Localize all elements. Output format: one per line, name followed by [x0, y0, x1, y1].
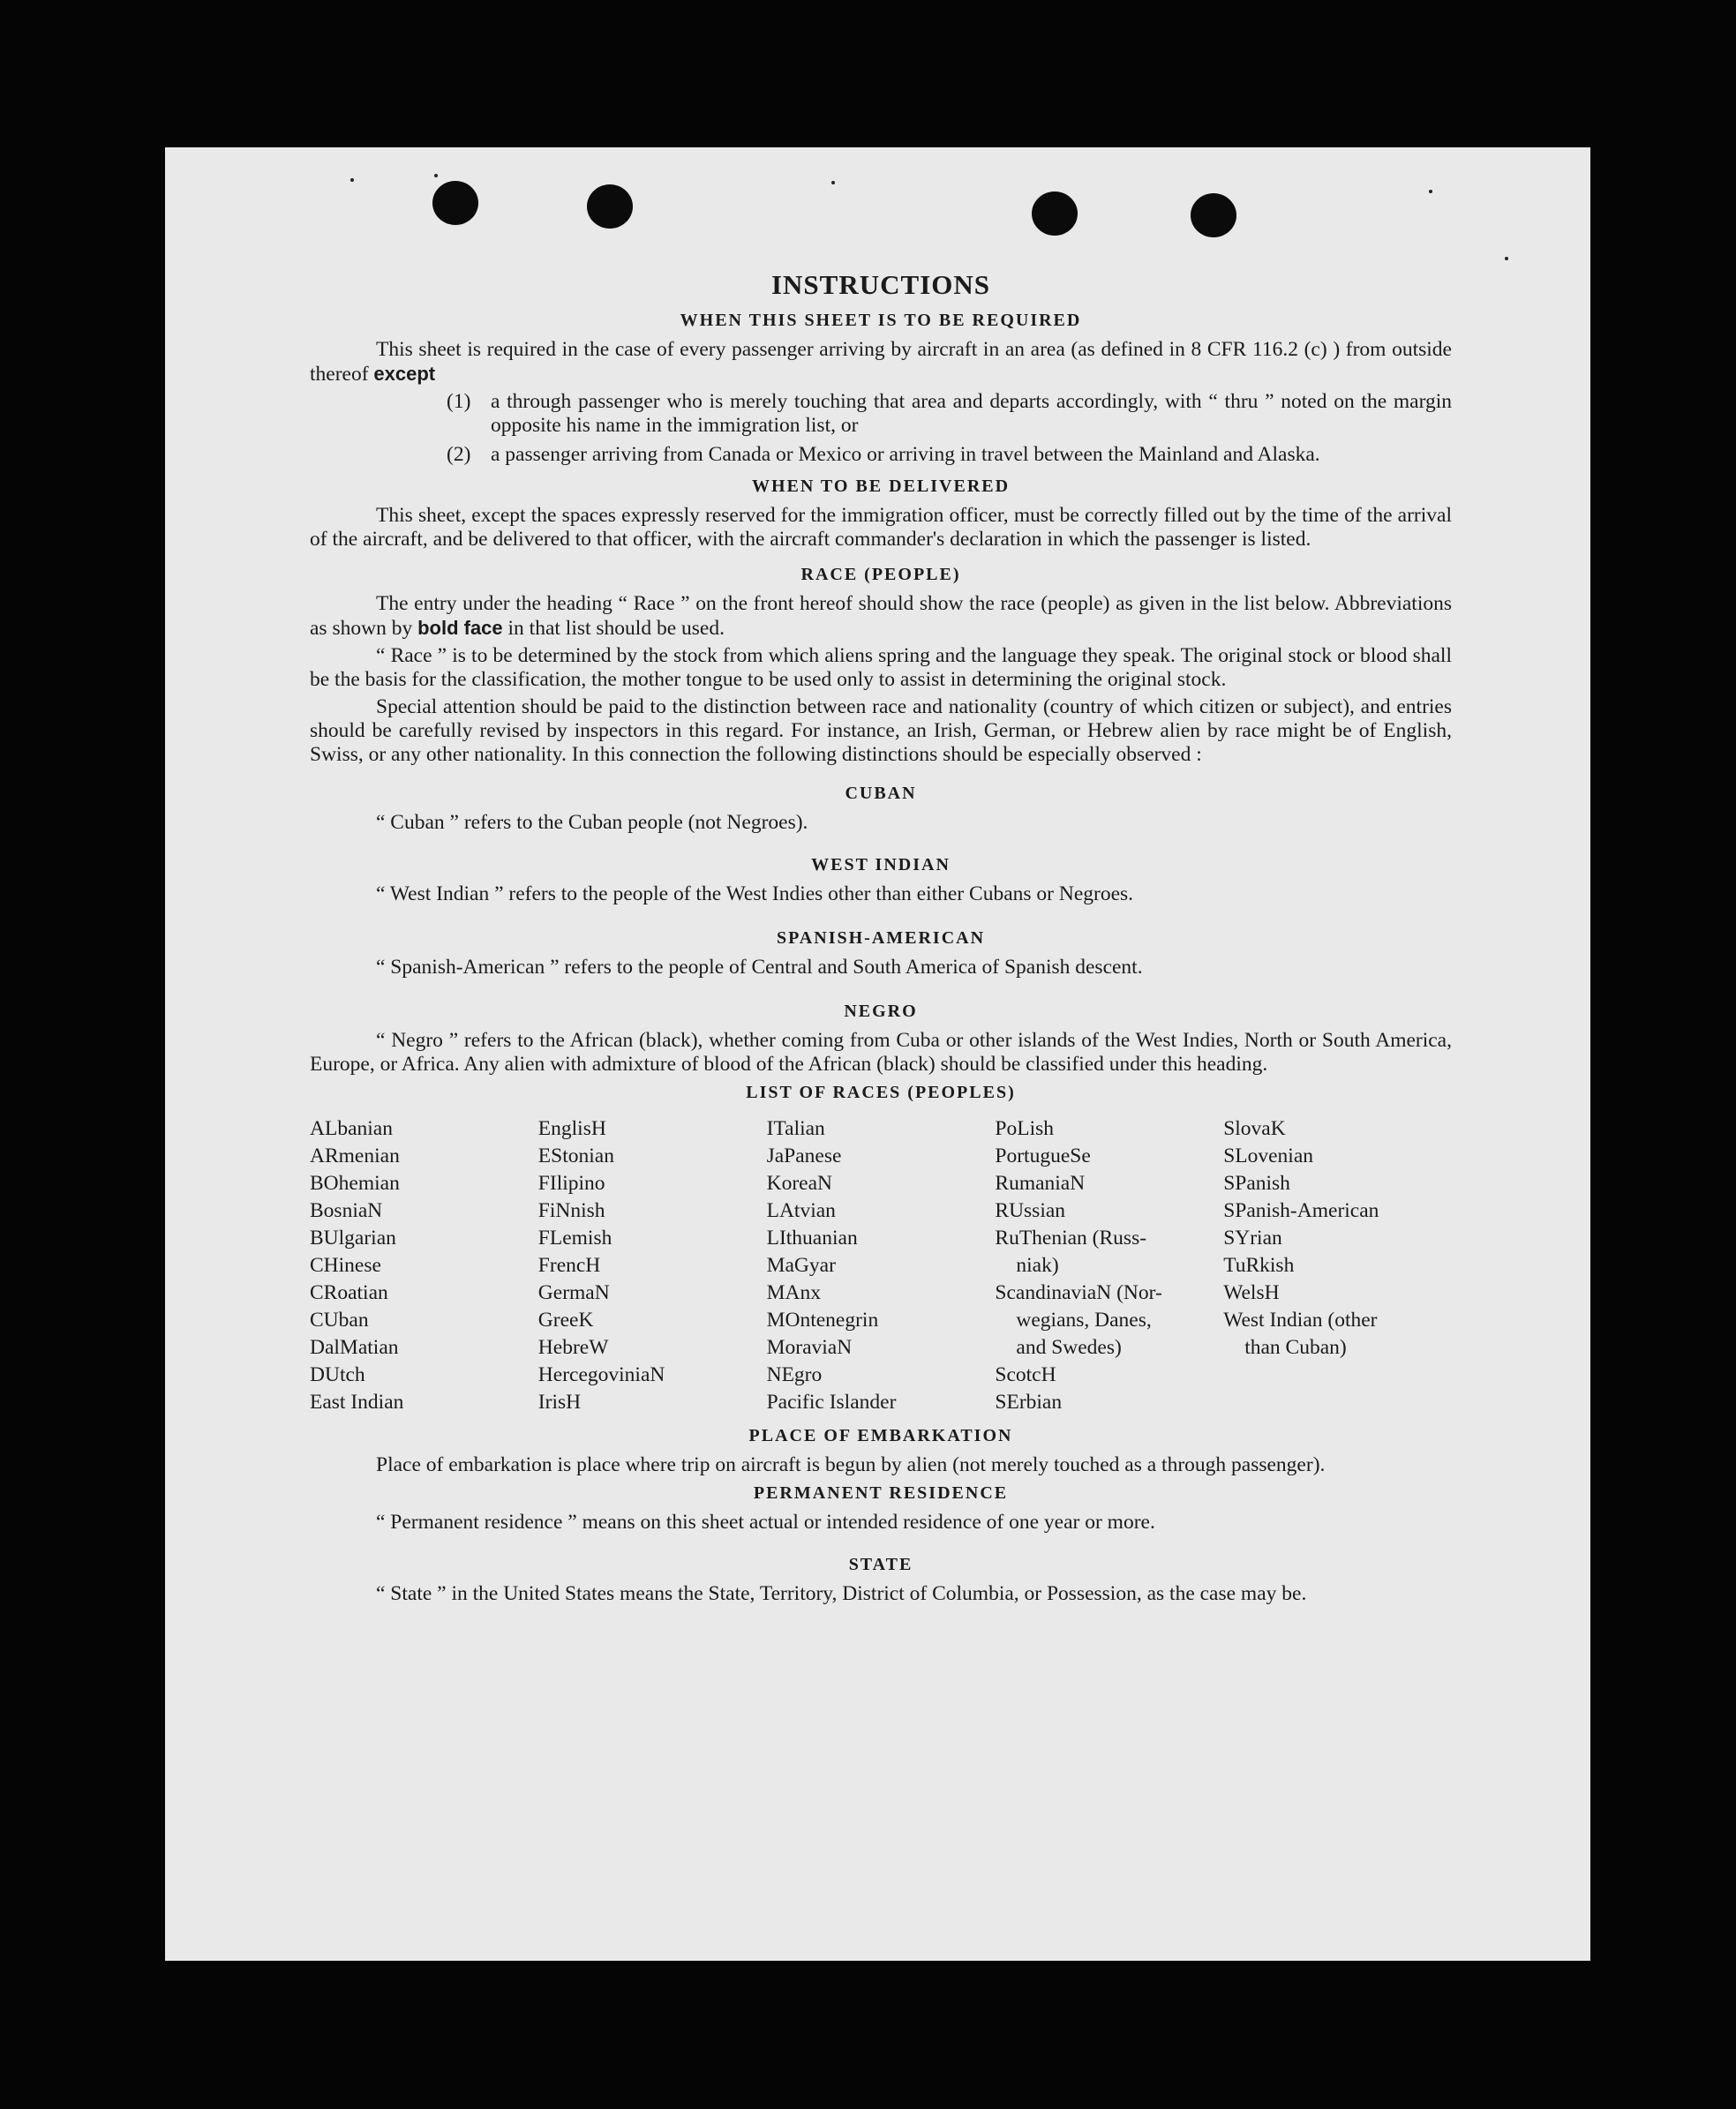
race-entry: East Indian: [310, 1391, 404, 1414]
race-entry: EStonian: [537, 1145, 614, 1167]
race-entry: HebreW: [537, 1336, 609, 1359]
heading-race: RACE (PEOPLE): [800, 565, 961, 584]
race-entry: PoLish: [995, 1117, 1054, 1140]
punch-hole: [1032, 191, 1078, 236]
races-column: [538, 1115, 767, 1416]
instructions-content: [310, 269, 1452, 1610]
race-entry: ScandinaviaN (Nor-: [995, 1281, 1162, 1304]
item-number: (2): [447, 443, 471, 466]
heading-cuban: CUBAN: [845, 784, 917, 803]
races-column: [995, 1115, 1223, 1416]
paragraph-negro: “ Negro ” refers to the African (black), whether coming from Cuba or other islands of the West Indies, North or South America, Europe, or Africa. Any alien with admixture of blood of the African (black) should be classified under this heading.: [310, 1029, 1452, 1076]
race-entry: CRoatian: [310, 1281, 388, 1304]
races-list: [310, 1115, 1452, 1416]
speck: [1429, 190, 1432, 193]
paragraph-residence: “ Permanent residence ” means on this sheet actual or intended residence of one year or more.: [376, 1511, 1155, 1534]
race-p1-text: The entry under the heading “ Race ” on the front hereof should show the race (people) as given in the list below. Abbreviations as shown by: [310, 592, 1452, 640]
race-entry-continued: and Swedes): [1016, 1336, 1122, 1359]
race-entry: JaPanese: [766, 1145, 842, 1167]
race-entry: MAnx: [766, 1281, 821, 1304]
bold-face-text: bold face: [417, 617, 503, 639]
exception-item: [310, 390, 1452, 438]
paragraph-race-3: Special attention should be paid to the distinction between race and nationality (country of which citizen or subject), and entries should be carefully revised by inspectors in this regard. For instance, an Irish, German, or Hebrew alien by race might be of English, Swiss, or any other nationality. In this connection the following distinctions should be especially observed :: [310, 695, 1452, 766]
race-entry: Pacific Islander: [766, 1391, 897, 1414]
race-entry: CHinese: [310, 1254, 381, 1277]
race-entry: BUlgarian: [310, 1227, 396, 1250]
heading-embarkation: PLACE OF EMBARKATION: [748, 1426, 1013, 1445]
paragraph-when-required: [310, 338, 1452, 387]
race-entry: SErbian: [995, 1391, 1063, 1414]
race-entry: SPanish: [1223, 1172, 1290, 1195]
race-entry: MOntenegrin: [766, 1309, 879, 1332]
item-text: a through passenger who is merely touching that area and departs accordingly, with “ thru ” noted on the margin opposite his name in the immigration list, or: [491, 390, 1452, 437]
race-entry: PortugueSe: [995, 1145, 1091, 1167]
race-entry: ALbanian: [310, 1117, 393, 1140]
paragraph-race-2: “ Race ” is to be determined by the stock from which aliens spring and the language they speak. The original stock or blood shall be the basis for the classification, the mother tongue to be used only to assist in determining the original stock.: [310, 644, 1452, 691]
race-entry: MoraviaN: [766, 1336, 853, 1359]
race-entry-continued: wegians, Danes,: [1016, 1309, 1152, 1332]
race-entry: WelsH: [1223, 1281, 1280, 1304]
race-entry: LAtvian: [766, 1199, 836, 1222]
race-entry: KoreaN: [766, 1172, 832, 1195]
speck: [1505, 257, 1508, 260]
race-entry: HercegoviniaN: [537, 1363, 665, 1386]
speck: [434, 174, 438, 177]
race-entry: ScotcH: [995, 1363, 1056, 1386]
speck: [831, 181, 835, 184]
punch-hole: [587, 184, 633, 229]
race-entry: LIthuanian: [766, 1227, 858, 1250]
races-column: [310, 1115, 538, 1416]
race-entry: MaGyar: [766, 1254, 836, 1277]
exception-list: [310, 390, 1452, 467]
races-column: [1223, 1115, 1452, 1416]
heading-when-required: WHEN THIS SHEET IS TO BE REQUIRED: [680, 311, 1082, 330]
paragraph-embarkation: Place of embarkation is place where trip on aircraft is begun by alien (not merely touched as a through passenger).: [376, 1453, 1326, 1476]
race-entry: SlovaK: [1223, 1117, 1286, 1140]
race-entry: RUssian: [995, 1199, 1066, 1222]
race-entry: SLovenian: [1223, 1145, 1314, 1167]
paragraph-state: “ State ” in the United States means the State, Territory, District of Columbia, or Possession, as the case may be.: [376, 1582, 1307, 1605]
intro-text: This sheet is required in the case of every passenger arriving by aircraft in an area (as defined in 8 CFR 116.2 (c) ) from outside thereof: [310, 338, 1452, 386]
heading-residence: PERMANENT RESIDENCE: [753, 1483, 1009, 1503]
race-entry-continued: niak): [1016, 1254, 1059, 1277]
punch-hole: [432, 181, 478, 225]
item-text: a passenger arriving from Canada or Mexico or arriving in travel between the Mainland and Alaska.: [491, 443, 1320, 466]
race-entry: ITalian: [766, 1117, 825, 1140]
page-title: INSTRUCTIONS: [770, 269, 990, 300]
race-entry: NEgro: [766, 1363, 823, 1386]
race-entry: TuRkish: [1223, 1254, 1295, 1277]
item-number: (1): [447, 390, 471, 413]
paragraph-race-1: [310, 592, 1452, 641]
exception-item: [310, 443, 1452, 467]
races-column: [767, 1115, 996, 1416]
race-entry: RumaniaN: [995, 1172, 1086, 1195]
race-entry: SPanish-American: [1223, 1199, 1379, 1222]
race-entry-continued: than Cuban): [1244, 1336, 1347, 1359]
race-entry: FIlipino: [537, 1172, 605, 1195]
race-entry: IrisH: [537, 1391, 582, 1414]
race-entry: FLemish: [537, 1227, 612, 1250]
heading-state: STATE: [848, 1555, 913, 1574]
race-entry: FiNnish: [537, 1199, 605, 1222]
race-entry: ARmenian: [310, 1145, 400, 1167]
race-entry: FrencH: [537, 1254, 601, 1277]
race-entry: SYrian: [1223, 1227, 1282, 1250]
paragraph-spanish-american: “ Spanish-American ” refers to the people of Central and South America of Spanish descent.: [376, 956, 1143, 979]
race-p1-text-end: in that list should be used.: [507, 617, 725, 640]
race-entry: EnglisH: [537, 1117, 606, 1140]
race-entry: CUban: [310, 1309, 369, 1332]
paragraph-cuban: “ Cuban ” refers to the Cuban people (not Negroes).: [376, 811, 808, 834]
speck: [350, 178, 354, 182]
paragraph-when-delivered: This sheet, except the spaces expressly reserved for the immigration officer, must be correctly filled out by the time of the arrival of the aircraft, and be delivered to that officer, with the aircraft commander's declaration in which the passenger is listed.: [310, 504, 1452, 551]
race-entry: RuThenian (Russ-: [995, 1227, 1147, 1250]
race-entry: BosniaN: [310, 1199, 383, 1222]
except-bold: except: [373, 363, 436, 385]
heading-spanish-american: SPANISH-AMERICAN: [776, 928, 986, 948]
heading-west-indian: WEST INDIAN: [811, 855, 951, 874]
race-entry: West Indian (other: [1223, 1309, 1378, 1332]
punch-hole: [1191, 193, 1236, 237]
race-entry: DalMatian: [310, 1336, 399, 1359]
race-entry: DUtch: [310, 1363, 365, 1386]
document-sheet: [165, 147, 1590, 1961]
heading-when-delivered: WHEN TO BE DELIVERED: [751, 477, 1011, 496]
race-entry: GreeK: [537, 1309, 594, 1332]
paragraph-west-indian: “ West Indian ” refers to the people of the West Indies other than either Cubans or Negroes.: [376, 882, 1134, 905]
heading-negro: NEGRO: [844, 1002, 918, 1021]
race-entry: BOhemian: [310, 1172, 400, 1195]
race-entry: GermaN: [537, 1281, 610, 1304]
heading-list-of-races: LIST OF RACES (PEOPLES): [746, 1083, 1016, 1102]
